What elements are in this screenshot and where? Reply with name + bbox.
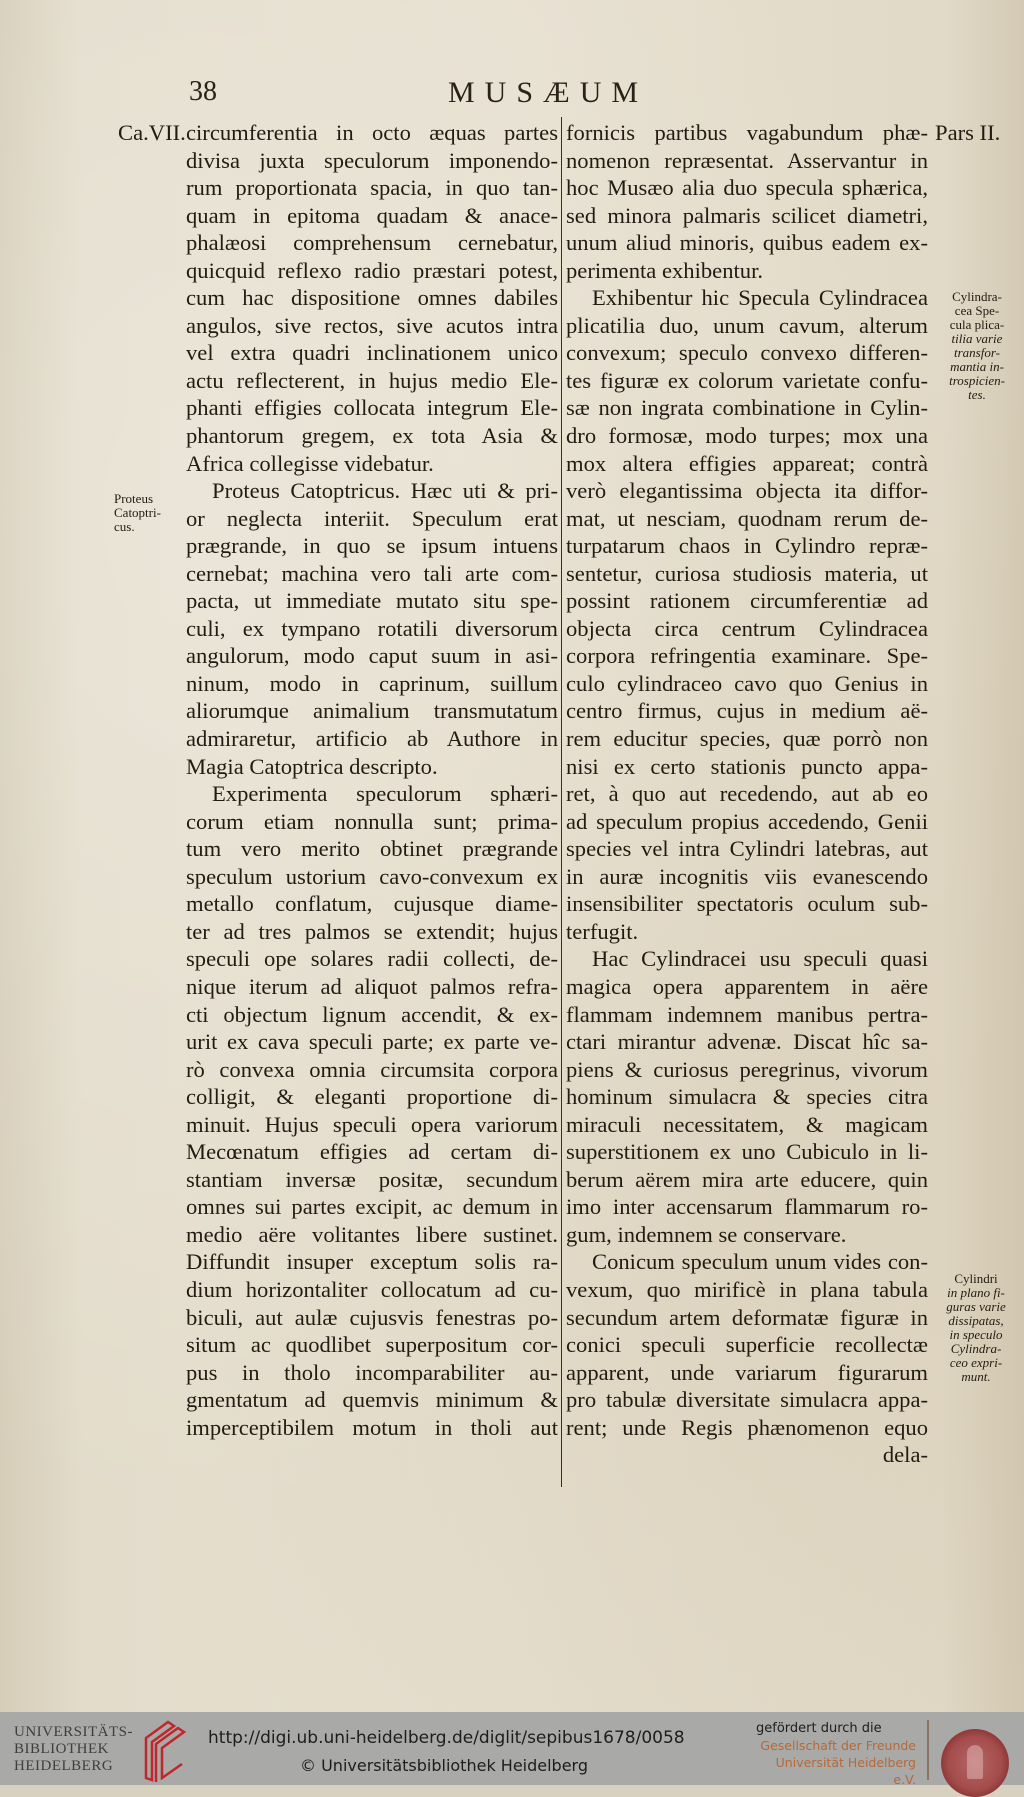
- page-number: 38: [189, 76, 217, 107]
- text-line: pacta, ut immediate mutato situ spe-: [186, 588, 558, 614]
- text-line: sed minora palmaris scilicet diametri,: [566, 202, 928, 228]
- text-line: flammam indemnem manibus pertra-: [566, 1001, 928, 1027]
- text-line: apparent, unde variarum figurarum: [566, 1359, 928, 1385]
- sponsor-name: Universität Heidelberg e.V.: [775, 1755, 916, 1787]
- text-line: Proteus Catoptricus. Hæc uti & pri-: [212, 478, 558, 504]
- text-line: culo cylindraceo cavo quo Genius in: [566, 670, 928, 696]
- text-line: miraculi necessitatem, & magicam: [566, 1111, 928, 1137]
- margin-note-line: cus.: [114, 519, 135, 534]
- text-line: angulos, sive rectos, sive acutos intra: [186, 312, 558, 338]
- text-line: magica opera apparentem in aëre: [566, 973, 928, 999]
- text-line: quicquid reflexo radio præstari potest,: [186, 257, 558, 283]
- library-name-line: BIBLIOTHEK: [14, 1741, 109, 1757]
- text-line: ter ad tres palmos se extendit; hujus: [186, 918, 558, 944]
- right-text-column: [566, 119, 928, 1469]
- text-line: angulorum, modo caput suum in asi-: [186, 643, 558, 669]
- text-line: vel extra quadri inclinationem unico: [186, 340, 558, 366]
- text-line: nisi ex certo stationis puncto appa-: [566, 753, 928, 779]
- text-line: corpora refringentia examinare. Spe-: [566, 643, 928, 669]
- text-line: objecta circa centrum Cylindracea: [566, 615, 928, 641]
- margin-part-marker: Pars II.: [935, 120, 1001, 145]
- text-line: mat, ut nesciam, quodnam rerum de-: [566, 505, 928, 531]
- text-line: Conicum speculum unum vides con-: [592, 1249, 928, 1275]
- library-name: [14, 1724, 133, 1775]
- text-line: stantiam inversæ positæ, secundum: [186, 1166, 558, 1192]
- margin-note-line: trospicien-: [949, 373, 1005, 388]
- margin-note-line: guras varie: [946, 1299, 1006, 1314]
- text-line: gmentatum ad quemvis minimum &: [186, 1387, 558, 1413]
- text-line: culi, ex tympano rotatili diversorum: [186, 615, 558, 641]
- text-line: rent; unde Regis phænomenon equo: [566, 1414, 928, 1440]
- copyright-notice: © Universitätsbibliothek Heidelberg: [300, 1756, 589, 1775]
- text-line: minuit. Hujus speculi opera variorum: [186, 1111, 558, 1137]
- text-line: secundum artem deformatæ figuræ in: [566, 1304, 928, 1330]
- margin-chapter-marker: Ca.VII.: [118, 120, 186, 145]
- text-line: insensibiliter spectatoris oculum sub-: [566, 891, 928, 917]
- university-seal-icon: [941, 1729, 1009, 1797]
- text-line: vexum, quo mirificè in plana tabula: [566, 1276, 928, 1302]
- text-line: perimenta exhibentur.: [566, 257, 763, 283]
- text-line: imo inter accensarum flammarum ro-: [566, 1194, 928, 1220]
- text-line: metallo conflatum, cujusque diame-: [186, 891, 558, 917]
- text-line: tum vero merito obtinet prægrande: [186, 836, 558, 862]
- text-line: pro tabulæ diversitate simulacra appa-: [566, 1387, 928, 1413]
- text-line: tes figuræ ex colorum varietate confu-: [566, 367, 928, 393]
- text-line: plicatilia duo, unum cavum, alterum: [566, 312, 928, 338]
- margin-note-line: cea Spe-: [954, 303, 1000, 318]
- margin-note-cylindracea: [932, 290, 1022, 402]
- text-line: prægrande, in quo se ipsum intuens: [186, 533, 558, 559]
- text-line: biculi, aut aulæ cujusvis fenestras po-: [186, 1304, 558, 1330]
- text-line: omnes sui partes excipit, ac demum in: [186, 1194, 558, 1220]
- text-line: circumferentia in octo æquas partes: [186, 120, 558, 145]
- text-line: cernebat; machina vero tali arte com-: [186, 560, 558, 586]
- margin-note-cylindri: [930, 1272, 1022, 1384]
- text-line: verò elegantissima objecta ita diffor-: [566, 478, 928, 504]
- text-line: hominum simulacra & species citra: [566, 1084, 928, 1110]
- margin-note-line: in plano fi-: [947, 1285, 1005, 1300]
- text-line: nique iterum ad aliquot palmos refra-: [186, 973, 558, 999]
- margin-note-line: Cylindra-: [950, 1341, 1002, 1356]
- text-line: species vel intra Cylindri latebras, aut: [566, 836, 928, 862]
- text-line: phanti effigies collocata integrum Ele-: [186, 395, 558, 421]
- text-line: cti objectum lignum accendit, & ex-: [186, 1001, 558, 1027]
- margin-note-line: Cylindri: [954, 1271, 998, 1286]
- text-line: convexum; speculo convexo differen-: [566, 340, 928, 366]
- library-name-line: HEIDELBERG: [14, 1758, 114, 1774]
- text-line: ctari mirantur advenæ. Discat hîc sa-: [566, 1029, 928, 1055]
- margin-note-proteus: [114, 492, 180, 534]
- text-line: medio aëre volitantes libere sustinet.: [186, 1221, 558, 1247]
- text-line: pus in tholo incomparabiliter au-: [186, 1359, 558, 1385]
- margin-note-line: tes.: [968, 387, 986, 402]
- library-logo-icon: [138, 1718, 188, 1784]
- text-line: ret, à quo aut recedendo, aut ab eo: [566, 781, 928, 807]
- margin-note-line: Cylindra-: [952, 289, 1002, 304]
- margin-note-line: transfor-: [954, 345, 1000, 360]
- text-line: dro formosæ, modo turpes; mox una: [566, 423, 928, 449]
- text-line: aliorumque animalium transmutatum: [186, 698, 558, 724]
- text-line: nomenon repræsentat. Asservantur in: [566, 147, 928, 173]
- text-line: rem educitur species, quæ porrò non: [566, 726, 928, 752]
- library-name-line: UNIVERSITÄTS-: [14, 1724, 133, 1740]
- margin-note-line: tilia varie: [951, 331, 1003, 346]
- left-text-column: [186, 119, 558, 1441]
- running-head: [0, 76, 1024, 112]
- text-line: speculi ope solares radii collecti, de-: [186, 946, 558, 972]
- footer-bar: [0, 1712, 1024, 1785]
- margin-note-line: dissipatas,: [948, 1313, 1004, 1328]
- text-line: phalæosi comprehensum cernebatur,: [186, 230, 558, 256]
- text-line: Magia Catoptrica descripto.: [186, 753, 438, 779]
- text-line: or neglecta interiit. Speculum erat: [186, 505, 558, 531]
- permalink-url[interactable]: http://digi.ub.uni-heidelberg.de/diglit/sepibus1678/0058: [208, 1728, 685, 1748]
- text-line: hoc Musæo alia duo specula sphærica,: [566, 175, 928, 201]
- sponsor-prefix: gefördert durch die: [756, 1721, 882, 1736]
- margin-note-line: Catoptri-: [114, 505, 161, 520]
- text-line: unum aliud minoris, quibus eadem ex-: [566, 230, 928, 256]
- margin-note-line: munt.: [961, 1369, 991, 1384]
- text-line: turpatarum chaos in Cylindro repræ-: [566, 533, 928, 559]
- text-line: mox altera effigies appareat; contrà: [566, 450, 928, 476]
- text-line: divisa juxta speculorum imponendo-: [186, 147, 558, 173]
- text-line: possint rationem circumferentiæ ad: [566, 588, 928, 614]
- text-line: corum etiam nonnulla sunt; prima-: [186, 808, 558, 834]
- text-line: berum aërem mira arte educere, quin: [566, 1166, 928, 1192]
- text-line: Hac Cylindracei usu speculi quasi: [592, 946, 928, 972]
- text-line: ad speculum propius accedendo, Genii: [566, 808, 928, 834]
- text-line: cum hac dispositione omnes dabiles: [186, 285, 558, 311]
- text-line: urit ex cava speculi parte; ex parte ve-: [186, 1029, 558, 1055]
- running-title: MUSÆUM: [448, 76, 649, 109]
- text-line: fornicis partibus vagabundum phæ-: [566, 120, 928, 145]
- text-line: in auræ incognitis viis evanescendo: [566, 863, 928, 889]
- text-line: terfugit.: [566, 918, 639, 944]
- text-line: sentetur, curiosa studiosis materia, ut: [566, 560, 928, 586]
- text-line: ninum, modo in caprinum, suillum: [186, 670, 558, 696]
- text-line: dela-: [882, 1442, 928, 1468]
- text-line: quam in epitoma quadam & anace-: [186, 202, 558, 228]
- text-line: superstitionem ex uno Cubiculo in li-: [566, 1139, 928, 1165]
- text-line: rum proportionata spacia, in quo tan-: [186, 175, 558, 201]
- text-line: admiraretur, artificio ab Authore in: [186, 726, 558, 752]
- text-line: rò convexa omnia circumsita corpora: [186, 1056, 558, 1082]
- margin-note-line: in speculo: [949, 1327, 1003, 1342]
- sponsor-block: [756, 1720, 916, 1788]
- margin-note-line: Proteus: [114, 491, 153, 506]
- column-divider: [561, 117, 562, 1487]
- text-line: Africa collegisse videbatur.: [186, 450, 434, 476]
- text-line: Diffundit insuper exceptum solis ra-: [186, 1249, 558, 1275]
- sponsor-name: Gesellschaft der Freunde: [760, 1738, 916, 1753]
- text-line: imperceptibilem motum in tholi aut: [186, 1414, 558, 1440]
- text-line: dium horizontaliter collocatum ad cu-: [186, 1276, 558, 1302]
- text-line: situm ac quodlibet superpositum cor-: [186, 1332, 558, 1358]
- text-line: actu reflecterent, in hujus medio Ele-: [186, 367, 558, 393]
- text-line: Mecœnatum effigies ad certam di-: [186, 1139, 558, 1165]
- text-line: Exhibentur hic Specula Cylindracea: [592, 285, 928, 311]
- text-line: speculum ustorium cavo-convexum ex: [186, 863, 558, 889]
- text-line: centro firmus, cujus in medium aë-: [566, 698, 928, 724]
- text-line: phantorum gregem, ex tota Asia &: [186, 423, 558, 449]
- text-line: piens & curiosus peregrinus, vivorum: [566, 1056, 928, 1082]
- text-line: Experimenta speculorum sphæri-: [212, 781, 558, 807]
- text-line: conici speculi superficie recollectæ: [566, 1332, 928, 1358]
- text-line: colligit, & eleganti proportione di-: [186, 1084, 558, 1110]
- margin-note-line: mantia in-: [950, 359, 1004, 374]
- footer-divider: [927, 1720, 929, 1780]
- text-line: gum, indemnem se conservare.: [566, 1221, 847, 1247]
- margin-note-line: cula plica-: [949, 317, 1005, 332]
- text-line: sæ non ingrata combinatione in Cylin-: [566, 395, 928, 421]
- margin-note-line: ceo expri-: [949, 1355, 1003, 1370]
